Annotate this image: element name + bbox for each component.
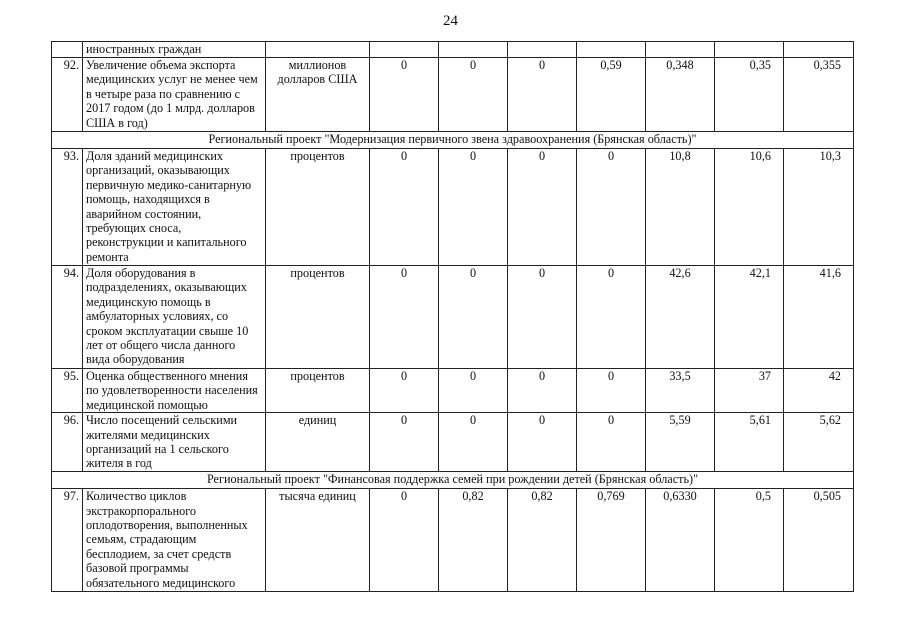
value-cell: 0: [577, 149, 646, 266]
value-cell: 0: [370, 369, 439, 413]
section-header-row: [52, 132, 854, 149]
value-cell: 10,3: [784, 149, 854, 266]
value-cell: 0,82: [508, 489, 577, 592]
value-cell: 10,8: [646, 149, 715, 266]
unit-cell: единиц: [266, 413, 370, 472]
value-cell: 0: [577, 266, 646, 369]
row-number-cell: 94.: [52, 266, 83, 369]
table-row: [52, 266, 854, 369]
value-cell: 0,355: [784, 58, 854, 132]
row-number-cell: 95.: [52, 369, 83, 413]
unit-cell: [266, 42, 370, 58]
value-cell: 37: [715, 369, 784, 413]
value-cell: 0,82: [439, 489, 508, 592]
row-number-cell: 97.: [52, 489, 83, 592]
value-cell: 42: [784, 369, 854, 413]
value-cell: 41,6: [784, 266, 854, 369]
value-cell: 42,1: [715, 266, 784, 369]
value-cell: 0: [370, 413, 439, 472]
table-row: [52, 413, 854, 472]
indicator-name-cell: Доля зданий медицинских организаций, оказывающих первичную медико-санитарную помощь, находящихся в аварийном состоянии, требующих сноса, реконструкции и капитального ремонта: [83, 149, 266, 266]
value-cell: 0,5: [715, 489, 784, 592]
value-cell: 0: [439, 58, 508, 132]
value-cell: 0,348: [646, 58, 715, 132]
value-cell: 0: [508, 369, 577, 413]
value-cell: 0,505: [784, 489, 854, 592]
value-cell: 0: [439, 149, 508, 266]
unit-cell: процентов: [266, 369, 370, 413]
value-cell: 5,62: [784, 413, 854, 472]
indicator-name-cell: Количество циклов экстракорпорального оплодотворения, выполненных семьям, страдающим бесплодием, за счет средств базовой программы обязательного медицинского: [83, 489, 266, 592]
value-cell: 0: [577, 369, 646, 413]
value-cell: 5,61: [715, 413, 784, 472]
value-cell: 0: [508, 266, 577, 369]
value-cell: 0: [370, 149, 439, 266]
value-cell: 42,6: [646, 266, 715, 369]
value-cell: 0: [577, 413, 646, 472]
table-row: [52, 489, 854, 592]
value-cell: [784, 42, 854, 58]
indicator-name-cell: иностранных граждан: [83, 42, 266, 58]
indicator-name-cell: Увеличение объема экспорта медицинских услуг не менее чем в четыре раза по сравнению с 2017 годом (до 1 млрд. долларов США в год): [83, 58, 266, 132]
value-cell: 0: [370, 489, 439, 592]
value-cell: 0: [439, 413, 508, 472]
unit-cell: процентов: [266, 266, 370, 369]
value-cell: 0,59: [577, 58, 646, 132]
unit-cell: тысяча единиц: [266, 489, 370, 592]
indicator-name-cell: Оценка общественного мнения по удовлетворенности населения медицинской помощью: [83, 369, 266, 413]
value-cell: 0: [370, 266, 439, 369]
value-cell: [508, 42, 577, 58]
value-cell: 0,6330: [646, 489, 715, 592]
table-row-continued: [52, 42, 854, 58]
value-cell: 5,59: [646, 413, 715, 472]
value-cell: [577, 42, 646, 58]
table-row: [52, 58, 854, 132]
value-cell: [439, 42, 508, 58]
row-number-cell: 96.: [52, 413, 83, 472]
value-cell: 10,6: [715, 149, 784, 266]
value-cell: [715, 42, 784, 58]
value-cell: 0: [370, 58, 439, 132]
page-number: 24: [443, 13, 458, 29]
section-title: Региональный проект "Финансовая поддержка семей при рождении детей (Брянская область)": [52, 472, 854, 489]
row-number-cell: 92.: [52, 58, 83, 132]
section-title: Региональный проект "Модернизация первичного звена здравоохранения (Брянская область)": [52, 132, 854, 149]
value-cell: 0: [439, 369, 508, 413]
unit-cell: миллионов долларов США: [266, 58, 370, 132]
value-cell: [370, 42, 439, 58]
unit-cell: процентов: [266, 149, 370, 266]
indicator-name-cell: Число посещений сельскими жителями медицинских организаций на 1 сельского жителя в год: [83, 413, 266, 472]
value-cell: 0: [508, 58, 577, 132]
value-cell: 0,769: [577, 489, 646, 592]
indicator-name-cell: Доля оборудования в подразделениях, оказывающих медицинскую помощь в амбулаторных условиях, со сроком эксплуатации свыше 10 лет от общего числа данного вида оборудования: [83, 266, 266, 369]
row-number-cell: [52, 42, 83, 58]
row-number-cell: 93.: [52, 149, 83, 266]
value-cell: 0,35: [715, 58, 784, 132]
value-cell: 33,5: [646, 369, 715, 413]
value-cell: [646, 42, 715, 58]
value-cell: 0: [439, 266, 508, 369]
section-header-row: [52, 472, 854, 489]
value-cell: 0: [508, 149, 577, 266]
table-row: [52, 369, 854, 413]
table-body: [52, 42, 854, 592]
table-row: [52, 149, 854, 266]
indicators-table: [51, 41, 854, 592]
value-cell: 0: [508, 413, 577, 472]
